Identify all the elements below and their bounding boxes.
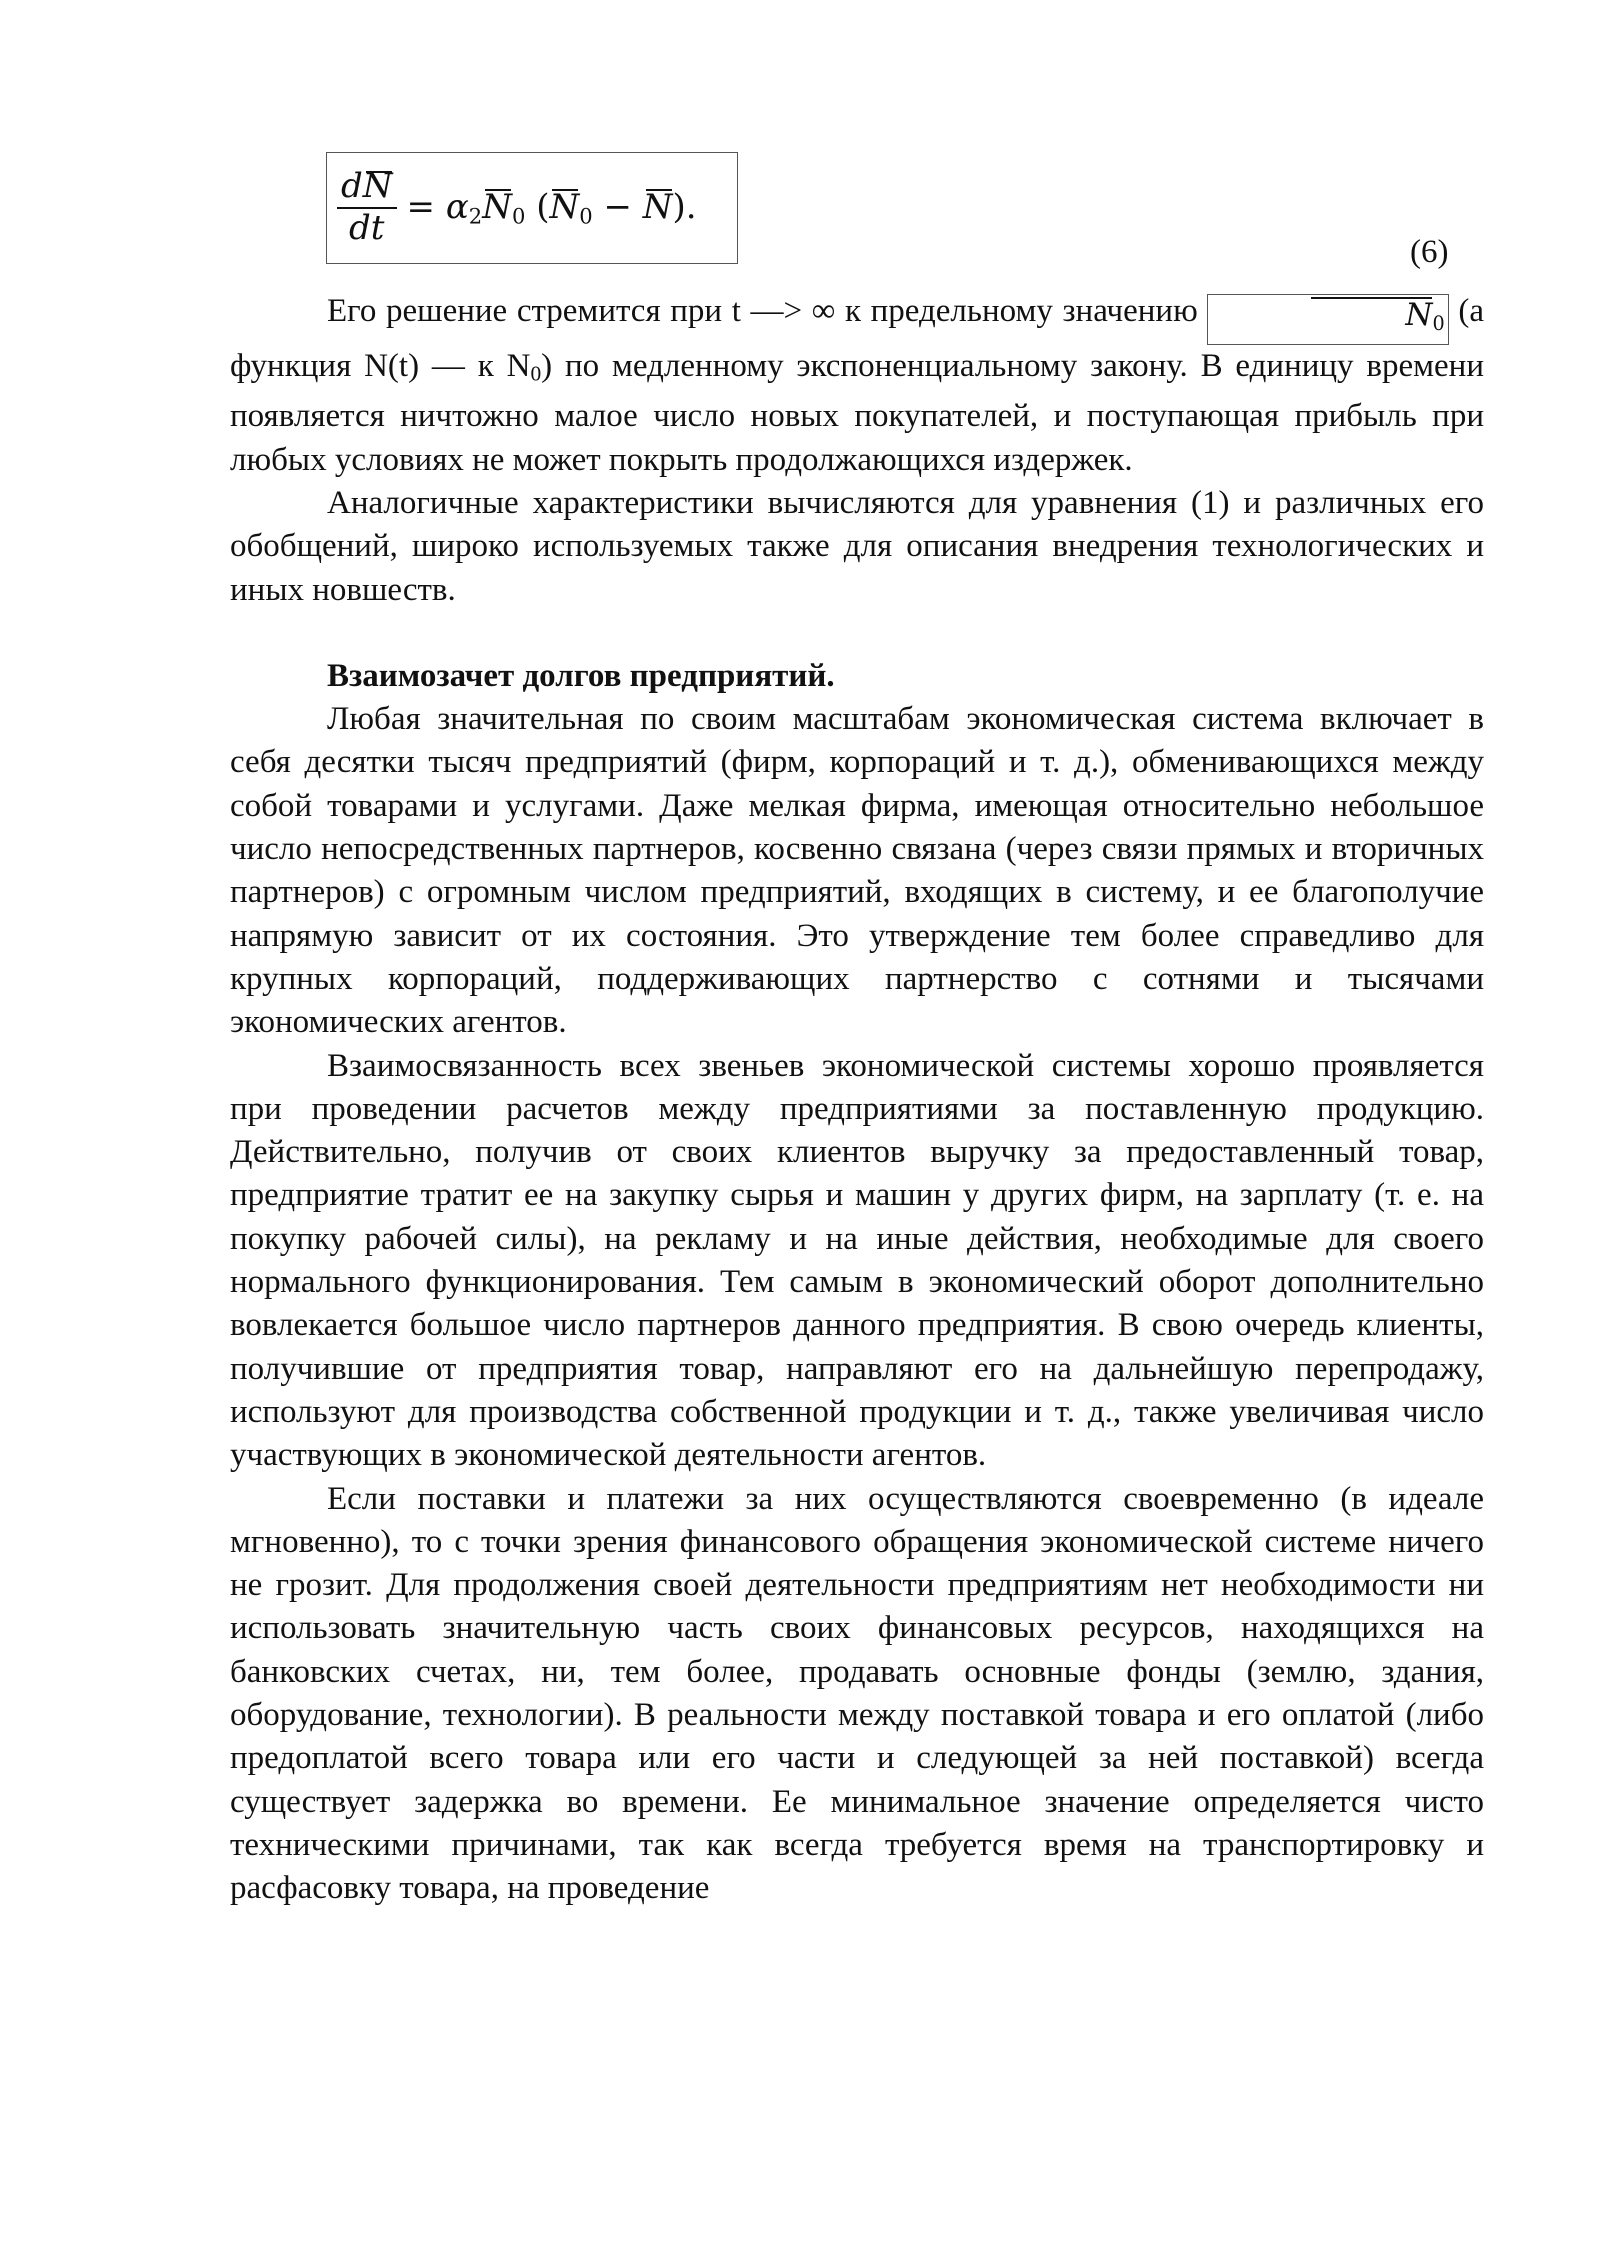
formula-n0-bar-2: N bbox=[549, 187, 580, 228]
paragraph-1-sub: 0 bbox=[530, 361, 542, 386]
paragraph-1-mid: (а функция N(t) — к N bbox=[230, 293, 1484, 384]
formula-n0-sub: 0 bbox=[511, 203, 526, 229]
formula-n0-sub-2: 0 bbox=[579, 203, 593, 229]
paragraph-1-end: ) по медленному экспоненциальному закону. В единицу времени появляется ничтожно малое число новых покупателей, и поступающая прибыль при любых условиях не может покрыть продолжающихся издержек. bbox=[230, 347, 1484, 478]
paragraph-3: Любая значительная по своим масштабам экономическая система включает в себя десятки тысяч предприятий (фирм, корпораций и т. д.), обменивающихся между собой товарами и услугами. Даже мелкая фирма, имеющая относительно небольшое число непосредственных партнеров, косвенно связана (через связи прямых и вторичных партнеров) с огромным числом предприятий, входящих в систему, и ее благополучие напрямую зависит от их состояния. Это утверждение тем более справедливо для крупных корпораций, поддерживающих партнерство с сотнями и тысячами экономических агентов. bbox=[230, 701, 1484, 1041]
formula-equals: = bbox=[406, 187, 436, 228]
inline-formula-n0 bbox=[1207, 294, 1448, 345]
inline-formula-sub: 0 bbox=[1432, 311, 1445, 335]
formula-numerator: dN bbox=[337, 169, 397, 209]
body-text bbox=[230, 290, 1484, 1910]
formula-open-paren: ( bbox=[525, 187, 550, 228]
formula-close: ). bbox=[672, 187, 697, 228]
formula-alpha: α bbox=[445, 187, 469, 228]
paragraph-2: Аналогичные характеристики вычисляются для уравнения (1) и различных его обобщений, широко используемых также для описания внедрения технологических и иных новшеств. bbox=[230, 484, 1484, 608]
equation-number: (6) bbox=[1410, 234, 1449, 270]
formula-minus: − bbox=[592, 187, 643, 228]
section-heading: Взаимозачет долгов предприятий. bbox=[327, 657, 835, 694]
formula-n-bar: N bbox=[642, 187, 673, 228]
paragraph-1 bbox=[230, 290, 1484, 482]
formula-box bbox=[326, 152, 738, 264]
formula-denominator: dt bbox=[349, 208, 385, 248]
paragraph-1-start: Его решение стремится при t —> ∞ к предельному значению bbox=[327, 293, 1198, 329]
paragraph-5: Если поставки и платежи за них осуществляются своевременно (в идеале мгновенно), то с точки зрения финансового обращения экономической системе ничего не грозит. Для продолжения своей деятельности предприятиям нет необходимости ни использовать значительную часть своих финансовых ресурсов, находящихся на банковских счетах, ни, тем более, продавать основные фонды (землю, здания, оборудование, технологии). В реальности между поставкой товара и его оплатой (либо предоплатой всего товара или его части и следующей за ней поставкой) всегда существует задержка во времени. Ее минимальное значение определяется чисто техническими причинами, так как всегда требуется время на транспортировку и расфасовку товара, на проведение bbox=[230, 1480, 1484, 1907]
inline-formula-n: N bbox=[1308, 295, 1432, 335]
formula-alpha-sub: 2 bbox=[468, 203, 483, 229]
paragraph-4: Взаимосвязанность всех звеньев экономической системы хорошо проявляется при проведении расчетов между предприятиями за поставленную продукцию. Действительно, получив от своих клиентов выручку за предоставленный товар, предприятие тратит ее на закупку сырья и машин у других фирм, на зарплату (т. е. на покупку рабочей силы), на рекламу и на иные действия, необходимые для своего нормального функционирования. Тем самым в экономический оборот дополнительно вовлекается большое число партнеров данного предприятия. В свою очередь клиенты, получившие от предприятия товар, направляют его на дальнейшую перепродажу, используют для производства собственной продукции и т. д., также увеличивая число участвующих в экономической деятельности агентов. bbox=[230, 1047, 1484, 1474]
formula-rhs bbox=[407, 187, 697, 228]
formula-fraction bbox=[337, 166, 397, 248]
formula-n0-bar: N bbox=[482, 187, 512, 228]
